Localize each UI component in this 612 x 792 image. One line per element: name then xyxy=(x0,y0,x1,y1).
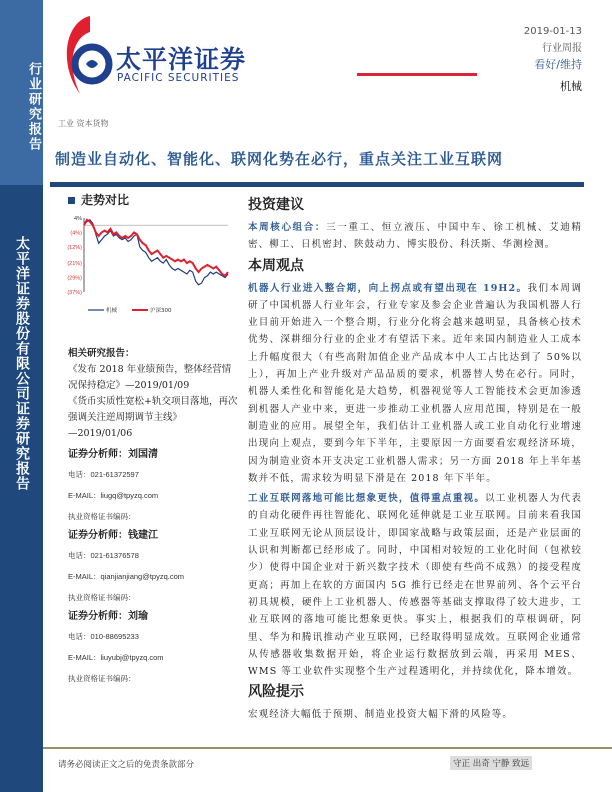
analyst-phone: 电话：010-88695233 xyxy=(68,632,139,641)
rating: 看好/维持 xyxy=(534,58,582,71)
analyst-block xyxy=(68,608,238,689)
analyst-block xyxy=(68,527,238,608)
related-heading: 相关研究报告： xyxy=(68,348,135,359)
legend-label: 机械 xyxy=(106,308,118,314)
sidebar-bottom-label: 太平洋证券股份有限公司证券研究报告 xyxy=(14,236,30,491)
divider xyxy=(357,73,477,76)
view-paragraph-1: 机器人行业进入整合期，向上拐点或有望出现在 19H2。我们本周调研了中国机器人行业年会，行业专家及参会企业普遍认为我国机器人行业目前开始进入一个整合期，行业分化将会越来越明显，具备核心技术优势、深耕细分行业的企业才有望活下来。近年来国内制造业人工成本上升幅度很大（有些高附加值企业产品成本中人工占比达到了 50%以上），再加上产业升级对产品品质的要求，机器替人势在必行。同时，机器人柔性化和智能化是大趋势，机器视觉等人工智能技术会更加渗透到机器人产业中来，更进一步推动工业机器人应用范围，特别是在一般制造业的应用。展望全年，我们估计工业机器人或工业自动化行业增速出现向上观点，要到今年下半年，主要原因一方面要看宏观经济环境，因为制造业资本开支决定工业机器人需求；另一方面 2018 年上半年基数并不低，需求较为明显下滑是在 2018 年下半年。 xyxy=(248,282,582,484)
report-type: 行业周报 xyxy=(542,43,582,54)
series-line-hs300 xyxy=(84,220,228,276)
analyst-email[interactable]: E-MAIL：liuyubj@tpyzq.com xyxy=(68,653,164,662)
right-column xyxy=(248,194,582,742)
y-tick-label: (12%) xyxy=(67,244,82,251)
invest-text: 本周核心组合：三一重工、恒立液压、中国中车、徐工机械、艾迪精密、柳工、日机密封、陕鼓动力、博实股份、科沃斯、华测检测。 xyxy=(248,222,582,251)
bullet-square-icon xyxy=(68,197,75,204)
view-paragraph-2: 工业互联网落地可能比想象更快，值得重点重视。以工业机器人为代表的自动化硬件再往智能化、联网化延伸就是工业互联网。目前来看我国工业互联网无论从顶层设计，即国家战略与政策层面，还是产业层面的认识和判断都已经形成了。同时，中国相对较短的工业化时间（包袱较少）使得中国企业对于新兴数字技术（即使有些尚不成熟）的接受程度更高；再加上在软的方面国内 5G 推行已经走在世界前列、各个云平台初具规模，硬件上工业机器人、传感器等基础支撑取得了较大进步，工业互联网的落地可能比想象更快。事实上，根据我们的草根调研，阿里、华为和腾讯推动产业互联网，已经取得明显成效。互联网企业通常从传感器收集数据开始，将企业运行数据放到云端，再采用 MES、WMS 等工业软件实现整个生产过程透明化，并持续优化，降本增效。 xyxy=(248,493,582,678)
brand-name-en: PACIFIC SECURITIES xyxy=(117,72,240,84)
analyst-email[interactable]: E-MAIL：liugq@tpyzq.com xyxy=(68,491,159,500)
footer-disclaimer: 请务必阅读正文之后的免责条款部分 xyxy=(58,760,195,770)
analyst-email[interactable]: E-MAIL：qianjianjiang@tpyzq.com xyxy=(68,572,184,581)
analyst-cert: 执业资格证书编码： xyxy=(68,593,136,602)
brand-name-cn: 太平洋证券 xyxy=(116,45,247,74)
logo-icon xyxy=(60,14,120,104)
y-tick-label: (29%) xyxy=(67,275,82,282)
trend-chart xyxy=(60,210,240,325)
invest-heading: 投资建议 xyxy=(248,197,304,213)
view-heading: 本周观点 xyxy=(248,257,304,274)
sidebar-top-label: 行业研究报告 xyxy=(26,62,41,152)
analyst-phone: 电话：021-61376578 xyxy=(68,551,139,560)
y-tick-label: (4%) xyxy=(70,230,82,237)
left-column xyxy=(68,346,238,689)
y-tick-label: (37%) xyxy=(67,290,82,296)
breadcrumb: 工业 资本货物 xyxy=(58,119,109,128)
trend-heading: 走势对比 xyxy=(81,193,130,207)
legend-label: 沪深300 xyxy=(150,308,172,314)
analyst-phone: 电话：021-61372597 xyxy=(68,470,139,479)
footer-divider xyxy=(43,747,612,749)
title-divider xyxy=(50,182,584,187)
y-tick-label: 4% xyxy=(74,216,82,222)
analyst-cert: 执业资格证书编码： xyxy=(68,674,136,683)
related-report-1[interactable]: 《发布 2018 年业绩预告，整体经营情况保持稳定》—2019/01/09 xyxy=(68,364,232,391)
page-title: 制造业自动化、智能化、联网化势在必行，重点关注工业互联网 xyxy=(55,150,504,168)
y-tick-label: (21%) xyxy=(67,261,82,268)
report-date: 2019-01-13 xyxy=(523,26,582,37)
analyst-cert: 执业资格证书编码： xyxy=(68,512,136,521)
analyst-name: 证券分析师：钱建江 xyxy=(68,530,158,541)
footer-motto: 守正 出奇 宁静 致远 xyxy=(450,756,532,770)
analyst-block xyxy=(68,446,238,527)
industry: 机械 xyxy=(560,80,582,93)
risk-heading: 风险提示 xyxy=(248,684,304,701)
analyst-name: 证券分析师：刘瑜 xyxy=(68,611,148,622)
analyst-name: 证券分析师：刘国清 xyxy=(68,449,158,460)
risk-text: 宏观经济大幅低于预期、制造业投资大幅下滑的风险等。 xyxy=(248,709,514,721)
related-report-2[interactable]: 《货币实质性宽松+轨交项目落地，再次强调关注逆周期调节主线》 —2019/01/06 xyxy=(68,396,238,439)
